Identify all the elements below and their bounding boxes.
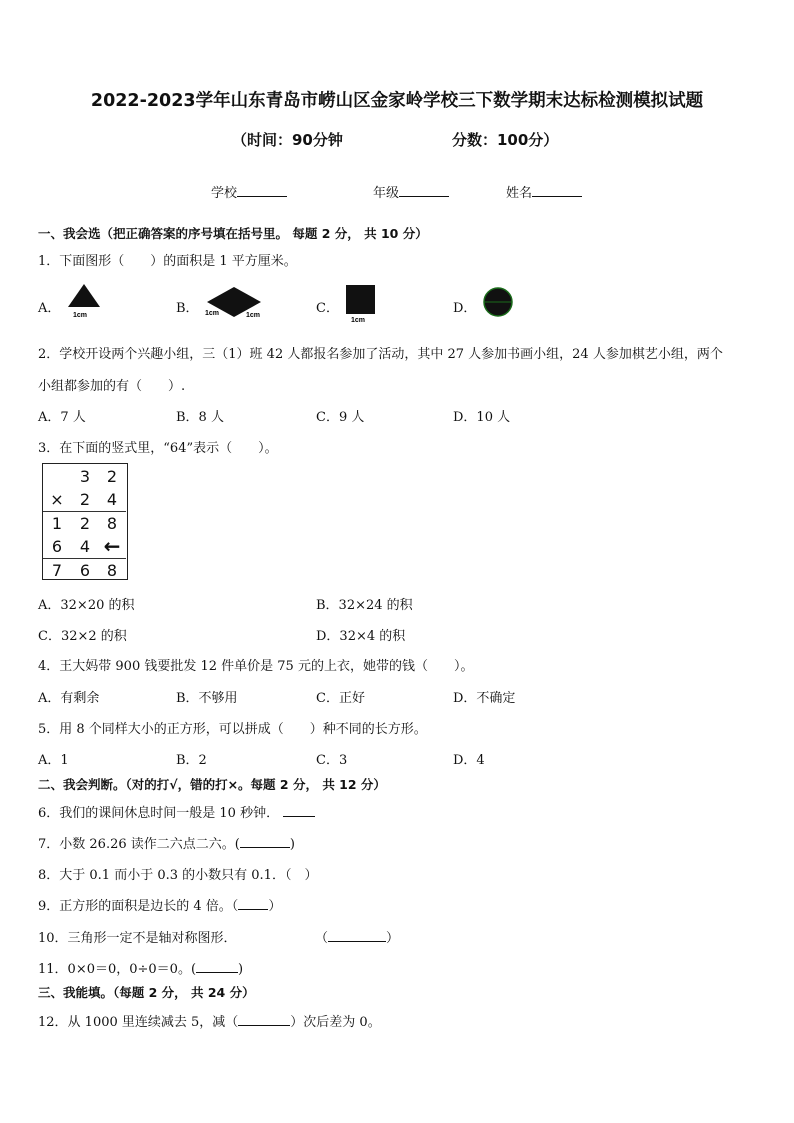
triangle-shape (64, 283, 104, 321)
grade-blank[interactable] (399, 184, 449, 197)
grade-label: 年级 (373, 186, 400, 201)
q12-answer-blank[interactable] (238, 1013, 290, 1026)
name-field (506, 182, 582, 201)
calc-cell: 2 (79, 490, 91, 509)
question-7 (38, 833, 295, 852)
calc-cell: 7 (51, 561, 63, 580)
q5-option-a: A．1 (38, 753, 69, 768)
school-field (211, 182, 287, 201)
q5-option-c: C．3 (316, 753, 348, 768)
grade-field (373, 182, 449, 201)
name-label: 姓名 (506, 186, 533, 201)
square-shape (344, 284, 378, 324)
name-blank[interactable] (532, 184, 582, 197)
q4-option-b: B．不够用 (176, 691, 238, 706)
q10-answer (315, 927, 399, 946)
q10-open: （ (315, 931, 329, 946)
q1-option-b-label: B． (176, 301, 199, 316)
calc-cell: 1 (51, 514, 63, 533)
rhombus-cm-label-left: 1cm (205, 310, 220, 317)
question-9-close: ） (268, 899, 282, 914)
q3-option-c: C．32×2 的积 (38, 629, 127, 644)
q2-option-c: C．9 人 (316, 410, 365, 425)
left-arrow-icon: ← (103, 534, 121, 558)
q2-option-d: D．10 人 (453, 410, 511, 425)
q6-answer-blank[interactable] (283, 804, 315, 817)
exam-time: （时间：90分钟 (232, 131, 343, 149)
question-11 (38, 958, 243, 977)
vertical-multiplication (42, 463, 128, 580)
rhombus-cm-label-right: 1cm (246, 312, 261, 319)
calc-cell: 2 (106, 467, 118, 486)
calc-cell: 4 (106, 490, 118, 509)
question-6 (38, 802, 315, 821)
q4-option-d: D．不确定 (453, 691, 516, 706)
calc-cell: 8 (106, 561, 118, 580)
q4-option-a: A．有剩余 (38, 691, 100, 706)
calc-cell: 4 (79, 537, 91, 556)
question-8: 8．大于 0.1 而小于 0.3 的小数只有 0.1．（ ） (38, 868, 318, 883)
q10-close: ） (386, 931, 400, 946)
calc-row-4 (43, 535, 126, 558)
q4-option-c: C．正好 (316, 691, 365, 706)
question-4: 4．王大妈带 900 钱要批发 12 件单价是 75 元的上衣，她带的钱（ ）。 (38, 659, 474, 674)
circle-shape (482, 287, 514, 319)
q5-option-d: D．4 (453, 753, 485, 768)
q3-option-d: D．32×4 的积 (316, 629, 406, 644)
question-6-text: 6．我们的课间休息时间一般是 10 秒钟． (38, 806, 280, 821)
q1-option-a-label: A． (38, 301, 61, 316)
exam-score: 分数：100分） (452, 131, 559, 149)
q2-option-b: B．8 人 (176, 410, 224, 425)
q10-answer-blank[interactable] (328, 929, 386, 942)
question-3: 3．在下面的竖式里，“64”表示（ ）。 (38, 441, 278, 456)
calc-cell: 3 (79, 467, 91, 486)
q1-option-c-label: C． (316, 301, 339, 316)
calc-row-5 (43, 559, 126, 582)
q3-option-b: B．32×24 的积 (316, 598, 413, 613)
q5-option-b: B．2 (176, 753, 207, 768)
question-7-close: ) (289, 837, 295, 852)
question-12-text-b: ）次后差为 0。 (290, 1015, 381, 1030)
calc-cell: × (50, 490, 64, 509)
calc-row-2 (43, 488, 126, 511)
page-title: 2022-2023学年山东青岛市崂山区金家岭学校三下数学期末达标检测模拟试题 (90, 91, 704, 111)
q1-option-d-label: D． (453, 301, 477, 316)
question-11-close: ) (238, 962, 244, 977)
calc-row-1 (43, 465, 126, 488)
question-12 (38, 1011, 381, 1030)
question-5: 5．用 8 个同样大小的正方形，可以拼成（ ）种不同的长方形。 (38, 722, 427, 737)
question-7-text: 7．小数 26.26 读作二六点二六。( (38, 837, 240, 852)
question-9 (38, 895, 281, 914)
q2-option-a: A．7 人 (38, 410, 86, 425)
q7-answer-blank[interactable] (240, 835, 290, 848)
calc-cell: 8 (106, 514, 118, 533)
question-1: 1．下面图形（ ）的面积是 1 平方厘米。 (38, 254, 297, 269)
section-3-heading: 三、我能填。（每题 2 分， 共 24 分） (38, 985, 255, 1000)
square-cm-label: 1cm (351, 317, 366, 324)
q3-option-a: A．32×20 的积 (38, 598, 135, 613)
calc-row-3 (43, 512, 126, 535)
school-blank[interactable] (237, 184, 287, 197)
question-12-text-a: 12．从 1000 里连续减去 5，减（ (38, 1015, 239, 1030)
rhombus-shape (200, 284, 270, 320)
section-1-heading: 一、我会选（把正确答案的序号填在括号里。 每题 2 分， 共 10 分） (38, 226, 428, 241)
section-2-heading: 二、我会判断。（对的打√，错的打×。每题 2 分， 共 12 分） (38, 777, 386, 792)
q9-answer-blank[interactable] (238, 897, 268, 910)
school-label: 学校 (211, 186, 238, 201)
question-10: 10．三角形一定不是轴对称图形． (38, 931, 237, 946)
calc-cell: 6 (79, 561, 91, 580)
question-11-text: 11．0×0＝0，0÷0＝0。( (38, 962, 197, 977)
question-2-line-1: 2．学校开设两个兴趣小组，三（1）班 42 人都报名参加了活动，其中 27 人参加书画小组，24 人参加棋艺小组，两个 (38, 347, 723, 362)
q11-answer-blank[interactable] (196, 960, 238, 973)
question-9-text: 9．正方形的面积是边长的 4 倍。（ (38, 899, 239, 914)
calc-cell: 2 (79, 514, 91, 533)
calc-cell: 6 (51, 537, 63, 556)
question-2-line-2: 小组都参加的有（ ）. (38, 379, 186, 394)
triangle-cm-label: 1cm (73, 312, 88, 319)
